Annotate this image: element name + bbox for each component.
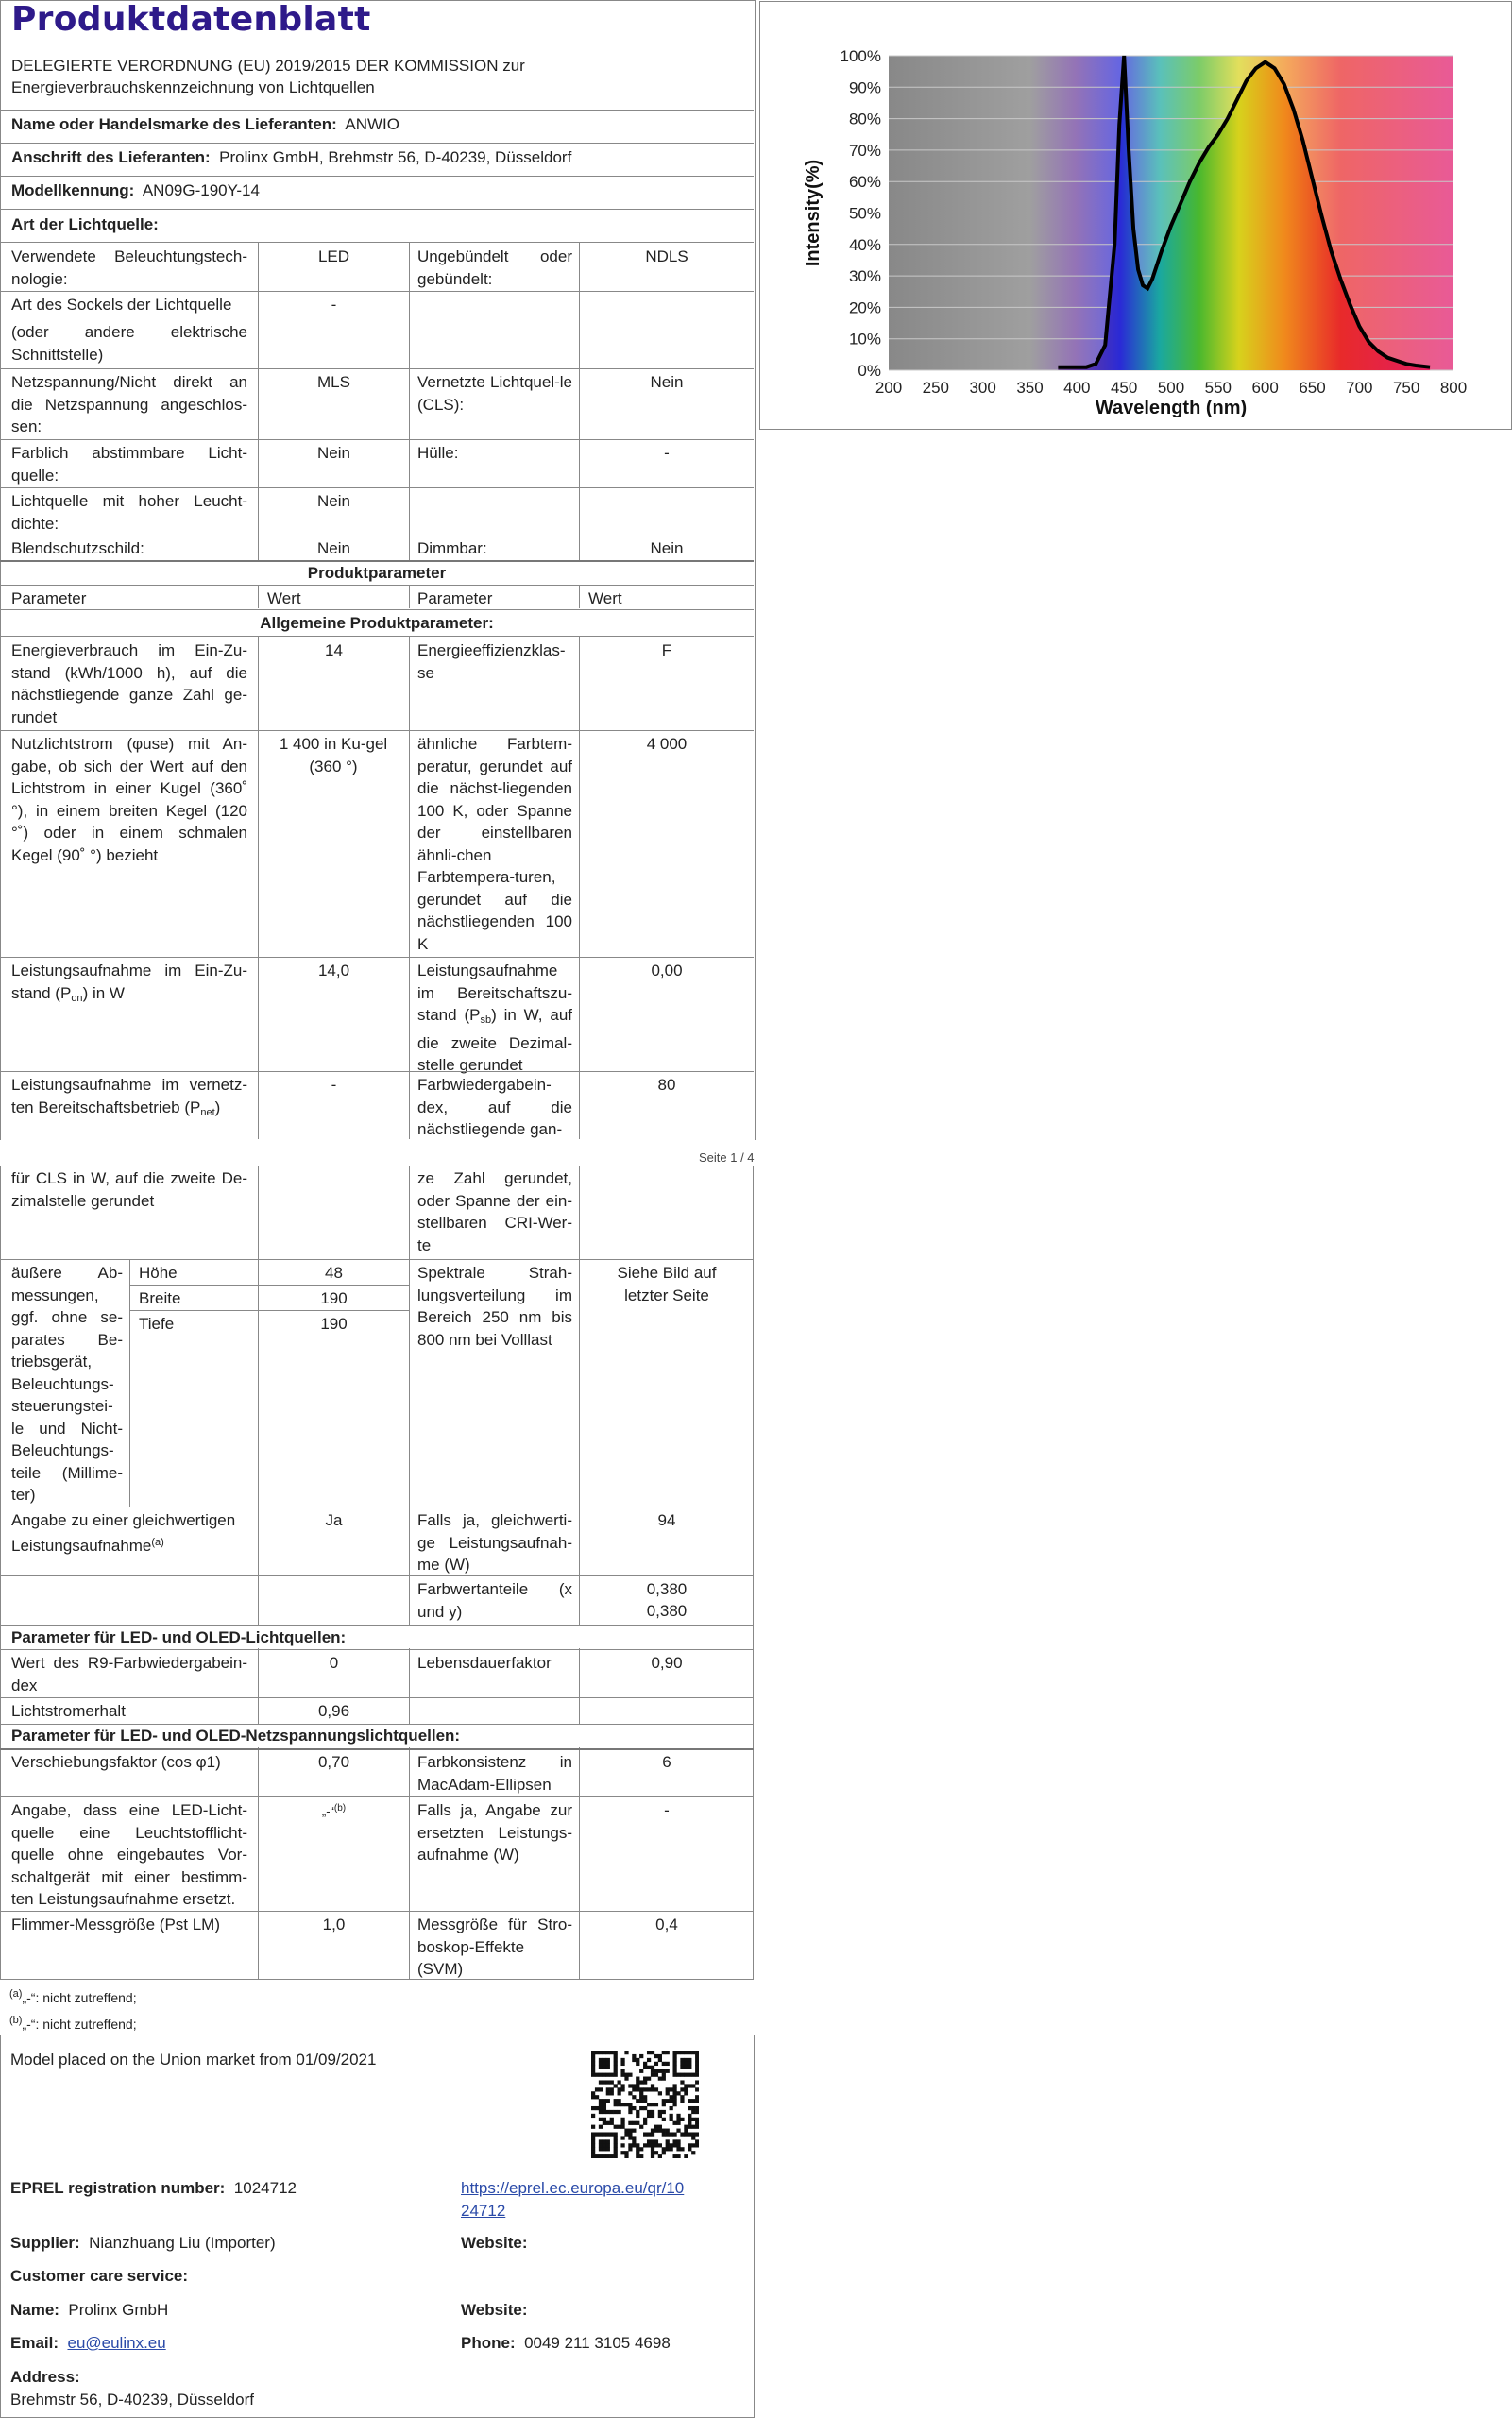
x-tick-label: 250 — [922, 379, 950, 397]
tech-label: Verwendete Beleuchtungstech-nologie: — [11, 247, 247, 288]
supplier-address-value: Prolinx GmbH, Brehmstr 56, D-40239, Düsseldorf — [219, 148, 572, 166]
website-label-2: Website: — [461, 2301, 528, 2319]
y-tick-label: 90% — [848, 78, 881, 97]
care-name: Name: Prolinx GmbH — [10, 2301, 169, 2319]
page-title: Produktdatenblatt — [11, 0, 371, 39]
cct-label: ähnliche Farbtem-peratur, gerundet auf die nächst-liegenden 100 K, oder Spanne der einstellbaren ähnli-chen Farbtempera-turen, gerundet auf die nächstliegenden 100 K — [417, 735, 572, 953]
lumen-maint-value: 0,96 — [317, 1702, 350, 1720]
energy-label: Energieverbrauch im Ein-Zu-stand (kWh/1000 h), auf die nächstliegende ganze Zahl ge-rundet — [11, 641, 247, 726]
spectrum-chart-svg — [760, 2, 1511, 429]
height-value: 48 — [325, 1264, 343, 1282]
envelope-value: - — [664, 444, 670, 462]
light-type-row — [0, 209, 754, 242]
envelope-label: Hülle: — [417, 444, 459, 462]
chroma-label: Farbwertanteile (x und y) — [417, 1580, 572, 1621]
lifetime-value: 0,90 — [651, 1654, 683, 1672]
x-tick-label: 600 — [1251, 379, 1279, 397]
equiv-power-label: Falls ja, gleichwerti-ge Leistungsaufnah-me (W) — [417, 1511, 572, 1574]
pnet-label-cont: für CLS in W, auf die zweite De-zimalstelle gerundet — [11, 1169, 247, 1210]
y-tick-label: 80% — [848, 110, 881, 128]
bundled-label: Ungebündelt oder gebündelt: — [417, 247, 572, 288]
r9-label: Wert des R9-Farbwiedergabein-dex — [11, 1654, 247, 1694]
care-email: Email: eu@eulinx.eu — [10, 2334, 166, 2352]
x-tick-label: 800 — [1439, 379, 1468, 397]
flux-label: Nutzlichtstrom (φuse) mit An-gabe, ob sich der Wert auf den Lichtstrom in einer Kugel (360˚ °), in einem breiten Kegel (120 °˚) oder in einem schmalen Kegel (90˚ °) bezieht — [11, 735, 247, 864]
x-tick-label: 750 — [1392, 379, 1420, 397]
page-number: Seite 1 / 4 — [699, 1150, 755, 1165]
supplier-line: Supplier: Nianzhuang Liu (Importer) — [10, 2234, 276, 2252]
mains-params-title: Parameter für LED- und OLED-Netzspannungslichtquellen: — [11, 1727, 461, 1745]
x-tick-label: 450 — [1110, 379, 1138, 397]
macadam-label: Farbkonsistenz in MacAdam-Ellipsen — [417, 1753, 572, 1794]
x-tick-label: 650 — [1299, 379, 1326, 397]
footnote-a: $^{(a)}$„-“: nicht zutreffend; — [9, 1988, 137, 2005]
y-axis-ticks — [841, 47, 881, 380]
chroma-x-value: 0,380 — [646, 1580, 688, 1598]
y-tick-label: 60% — [848, 173, 881, 192]
address-value: Brehmstr 56, D-40239, Düsseldorf — [10, 2391, 254, 2409]
tunable-label: Farblich abstimmbare Licht-quelle: — [11, 444, 247, 485]
depth-label: Tiefe — [139, 1315, 175, 1333]
cri-label: Farbwiedergabein-dex, auf die nächstliegende gan- — [417, 1076, 572, 1138]
customer-care-label: Customer care service: — [10, 2267, 189, 2285]
replace-power-value: - — [664, 1801, 670, 1819]
supplier-name-row — [0, 110, 754, 139]
pnet-value: - — [331, 1076, 337, 1094]
socket-label-2: (oder andere elektrische Schnittstelle) — [11, 323, 247, 364]
x-tick-label: 200 — [875, 379, 903, 397]
col-value-2: Wert — [588, 589, 622, 607]
cct-value: 4 000 — [646, 735, 688, 753]
equiv-label: Angabe zu einer gleichwertigen Leistungsaufnahme$^{(a)}$ — [11, 1511, 236, 1555]
care-phone: Phone: 0049 211 3105 4698 — [461, 2334, 671, 2352]
lifetime-label: Lebensdauerfaktor — [417, 1654, 552, 1672]
product-params-title: Produktparameter — [307, 564, 447, 582]
eprel-reg: EPREL registration number: 1024712 — [10, 2179, 297, 2197]
supplier-address-label: Anschrift des Lieferanten: — [11, 148, 211, 166]
light-type-label: Art der Lichtquelle: — [11, 215, 159, 233]
col-param-1: Parameter — [11, 589, 87, 607]
qr-code-icon — [591, 2051, 699, 2158]
psb-value: 0,00 — [651, 962, 683, 979]
supplier-address-row — [0, 143, 754, 172]
replace-label: Angabe, dass eine LED-Licht-quelle eine Leuchtstofflicht-quelle ohne eingebautes Vor-schaltgerät mit einer bestimm-ten Leistungsaufnahme ersetzt. — [11, 1801, 247, 1908]
y-tick-label: 40% — [848, 235, 881, 254]
flicker-label: Flimmer-Messgröße (Pst LM) — [11, 1916, 221, 1933]
eclass-value: F — [661, 641, 672, 659]
y-tick-label: 20% — [848, 298, 881, 317]
dimmable-label: Dimmbar: — [417, 539, 487, 557]
glare-label: Blendschutzschild: — [11, 539, 144, 557]
equiv-value: Ja — [325, 1511, 343, 1529]
spd-value: Siehe Bild auf letzter Seite — [617, 1264, 717, 1304]
flux-value: 1 400 in Ku-gel (360 °) — [279, 735, 388, 775]
cosphi-label: Verschiebungsfaktor (cos φ1) — [11, 1753, 221, 1771]
general-params-title: Allgemeine Produktparameter: — [260, 614, 494, 632]
supplier-name-label: Name oder Handelsmarke des Lieferanten: — [11, 115, 337, 133]
regulation-reference — [11, 55, 729, 98]
model-label: Modellkennung: — [11, 181, 135, 199]
email-link[interactable]: eu@eulinx.eu — [67, 2334, 166, 2352]
spd-label: Spektrale Strah-lungsverteilung im Bereich 250 nm bis 800 nm bei Volllast — [417, 1264, 572, 1349]
website-label: Website: — [461, 2234, 528, 2252]
cls-value: Nein — [650, 373, 684, 391]
address-label: Address: — [10, 2368, 80, 2386]
y-tick-label: 100% — [840, 47, 881, 65]
model-row — [0, 176, 754, 205]
x-tick-label: 400 — [1063, 379, 1091, 397]
cosphi-value: 0,70 — [317, 1753, 350, 1771]
macadam-value: 6 — [662, 1753, 671, 1771]
highlum-label: Lichtquelle mit hoher Leucht-dichte: — [11, 492, 247, 533]
tunable-value: Nein — [317, 444, 350, 462]
socket-value: - — [331, 296, 337, 314]
eprel-box — [0, 2035, 755, 2418]
width-value: 190 — [320, 1289, 348, 1307]
mains-label: Netzspannung/Nicht direkt an die Netzspannung angeschlos-sen: — [11, 373, 247, 435]
y-axis-label: Intensity(%) — [803, 159, 824, 267]
x-axis-label: Wavelength (nm) — [1095, 398, 1248, 418]
regulation-line-2: Energieverbrauchskennzeichnung von Lichtquellen — [11, 78, 375, 96]
dimensions-label: äußere Ab-messungen, ggf. ohne se-parates Be-triebsgerät, Beleuchtungs-steuerungstei-le und Nicht-Beleuchtungs-teile (Millime-ter) — [11, 1264, 123, 1504]
pon-label: Leistungsaufnahme im Ein-Zu-stand $(P_{on})$ in W — [11, 962, 247, 1004]
replace-value: „-“$^{(b)}$ — [321, 1803, 347, 1818]
cls-label: Vernetzte Lichtquel-le (CLS): — [417, 373, 572, 414]
x-tick-label: 350 — [1016, 379, 1044, 397]
pnet-label: Leistungsaufnahme im vernetz-ten Bereitschaftsbetrieb $(P_{net})$ — [11, 1076, 247, 1118]
y-tick-label: 0% — [858, 362, 881, 380]
y-tick-label: 10% — [848, 330, 881, 349]
x-tick-label: 300 — [969, 379, 996, 397]
svm-value: 0,4 — [655, 1916, 678, 1933]
pon-value: 14,0 — [317, 962, 350, 979]
height-label: Höhe — [139, 1264, 178, 1282]
replace-power-label: Falls ja, Angabe zur ersetzten Leistungs-aufnahme (W) — [417, 1801, 572, 1864]
regulation-line-1: DELEGIERTE VERORDNUNG (EU) 2019/2015 DER KOMMISSION zur — [11, 57, 525, 75]
flicker-value: 1,0 — [322, 1916, 346, 1933]
x-tick-label: 500 — [1157, 379, 1185, 397]
socket-label: Art des Sockels der Lichtquelle — [11, 296, 232, 314]
tech-value: LED — [317, 247, 350, 265]
equiv-power-value: 94 — [657, 1511, 676, 1529]
energy-value: 14 — [325, 641, 343, 659]
col-param-2: Parameter — [417, 589, 493, 607]
width-label: Breite — [139, 1289, 181, 1307]
psb-label: Leistungsaufnahme im Bereitschaftszu-stand $(P_{sb})$ in W, auf die zweite Dezimal-stelle gerundet — [417, 962, 573, 1074]
r9-value: 0 — [329, 1654, 339, 1672]
cri-value: 80 — [657, 1076, 676, 1094]
col-value-1: Wert — [267, 589, 301, 607]
svm-label: Messgröße für Stro-boskop-Effekte (SVM) — [417, 1916, 572, 1978]
y-tick-label: 50% — [848, 204, 881, 223]
y-tick-label: 30% — [848, 267, 881, 286]
spectrum-chart — [759, 1, 1512, 430]
bundled-value: NDLS — [645, 247, 688, 265]
y-tick-label: 70% — [848, 141, 881, 160]
x-tick-label: 700 — [1346, 379, 1373, 397]
chroma-y-value: 0,380 — [646, 1602, 688, 1620]
footnote-b: $^{(b)}$„-“: nicht zutreffend; — [9, 2015, 137, 2032]
cri-label-cont: ze Zahl gerundet, oder Spanne der ein-stellbaren CRI-Wer-te — [417, 1169, 572, 1254]
highlum-value: Nein — [317, 492, 350, 510]
supplier-name-value: ANWIO — [345, 115, 399, 133]
glare-value: Nein — [317, 539, 350, 557]
eprel-link[interactable]: https://eprel.ec.europa.eu/qr/10 24712 — [461, 2179, 685, 2220]
mains-value: MLS — [317, 373, 350, 391]
led-params-title: Parameter für LED- und OLED-Lichtquellen: — [11, 1628, 347, 1646]
depth-value: 190 — [320, 1315, 348, 1333]
lumen-maint-label: Lichtstromerhalt — [11, 1702, 126, 1720]
market-placement: Model placed on the Union market from 01/09/2021 — [10, 2051, 377, 2069]
x-tick-label: 550 — [1204, 379, 1232, 397]
eclass-label: Energieeffizienzklas-se — [417, 641, 566, 682]
dimmable-value: Nein — [650, 539, 684, 557]
x-axis-ticks — [875, 379, 1467, 397]
model-value: AN09G-190Y-14 — [142, 181, 260, 199]
